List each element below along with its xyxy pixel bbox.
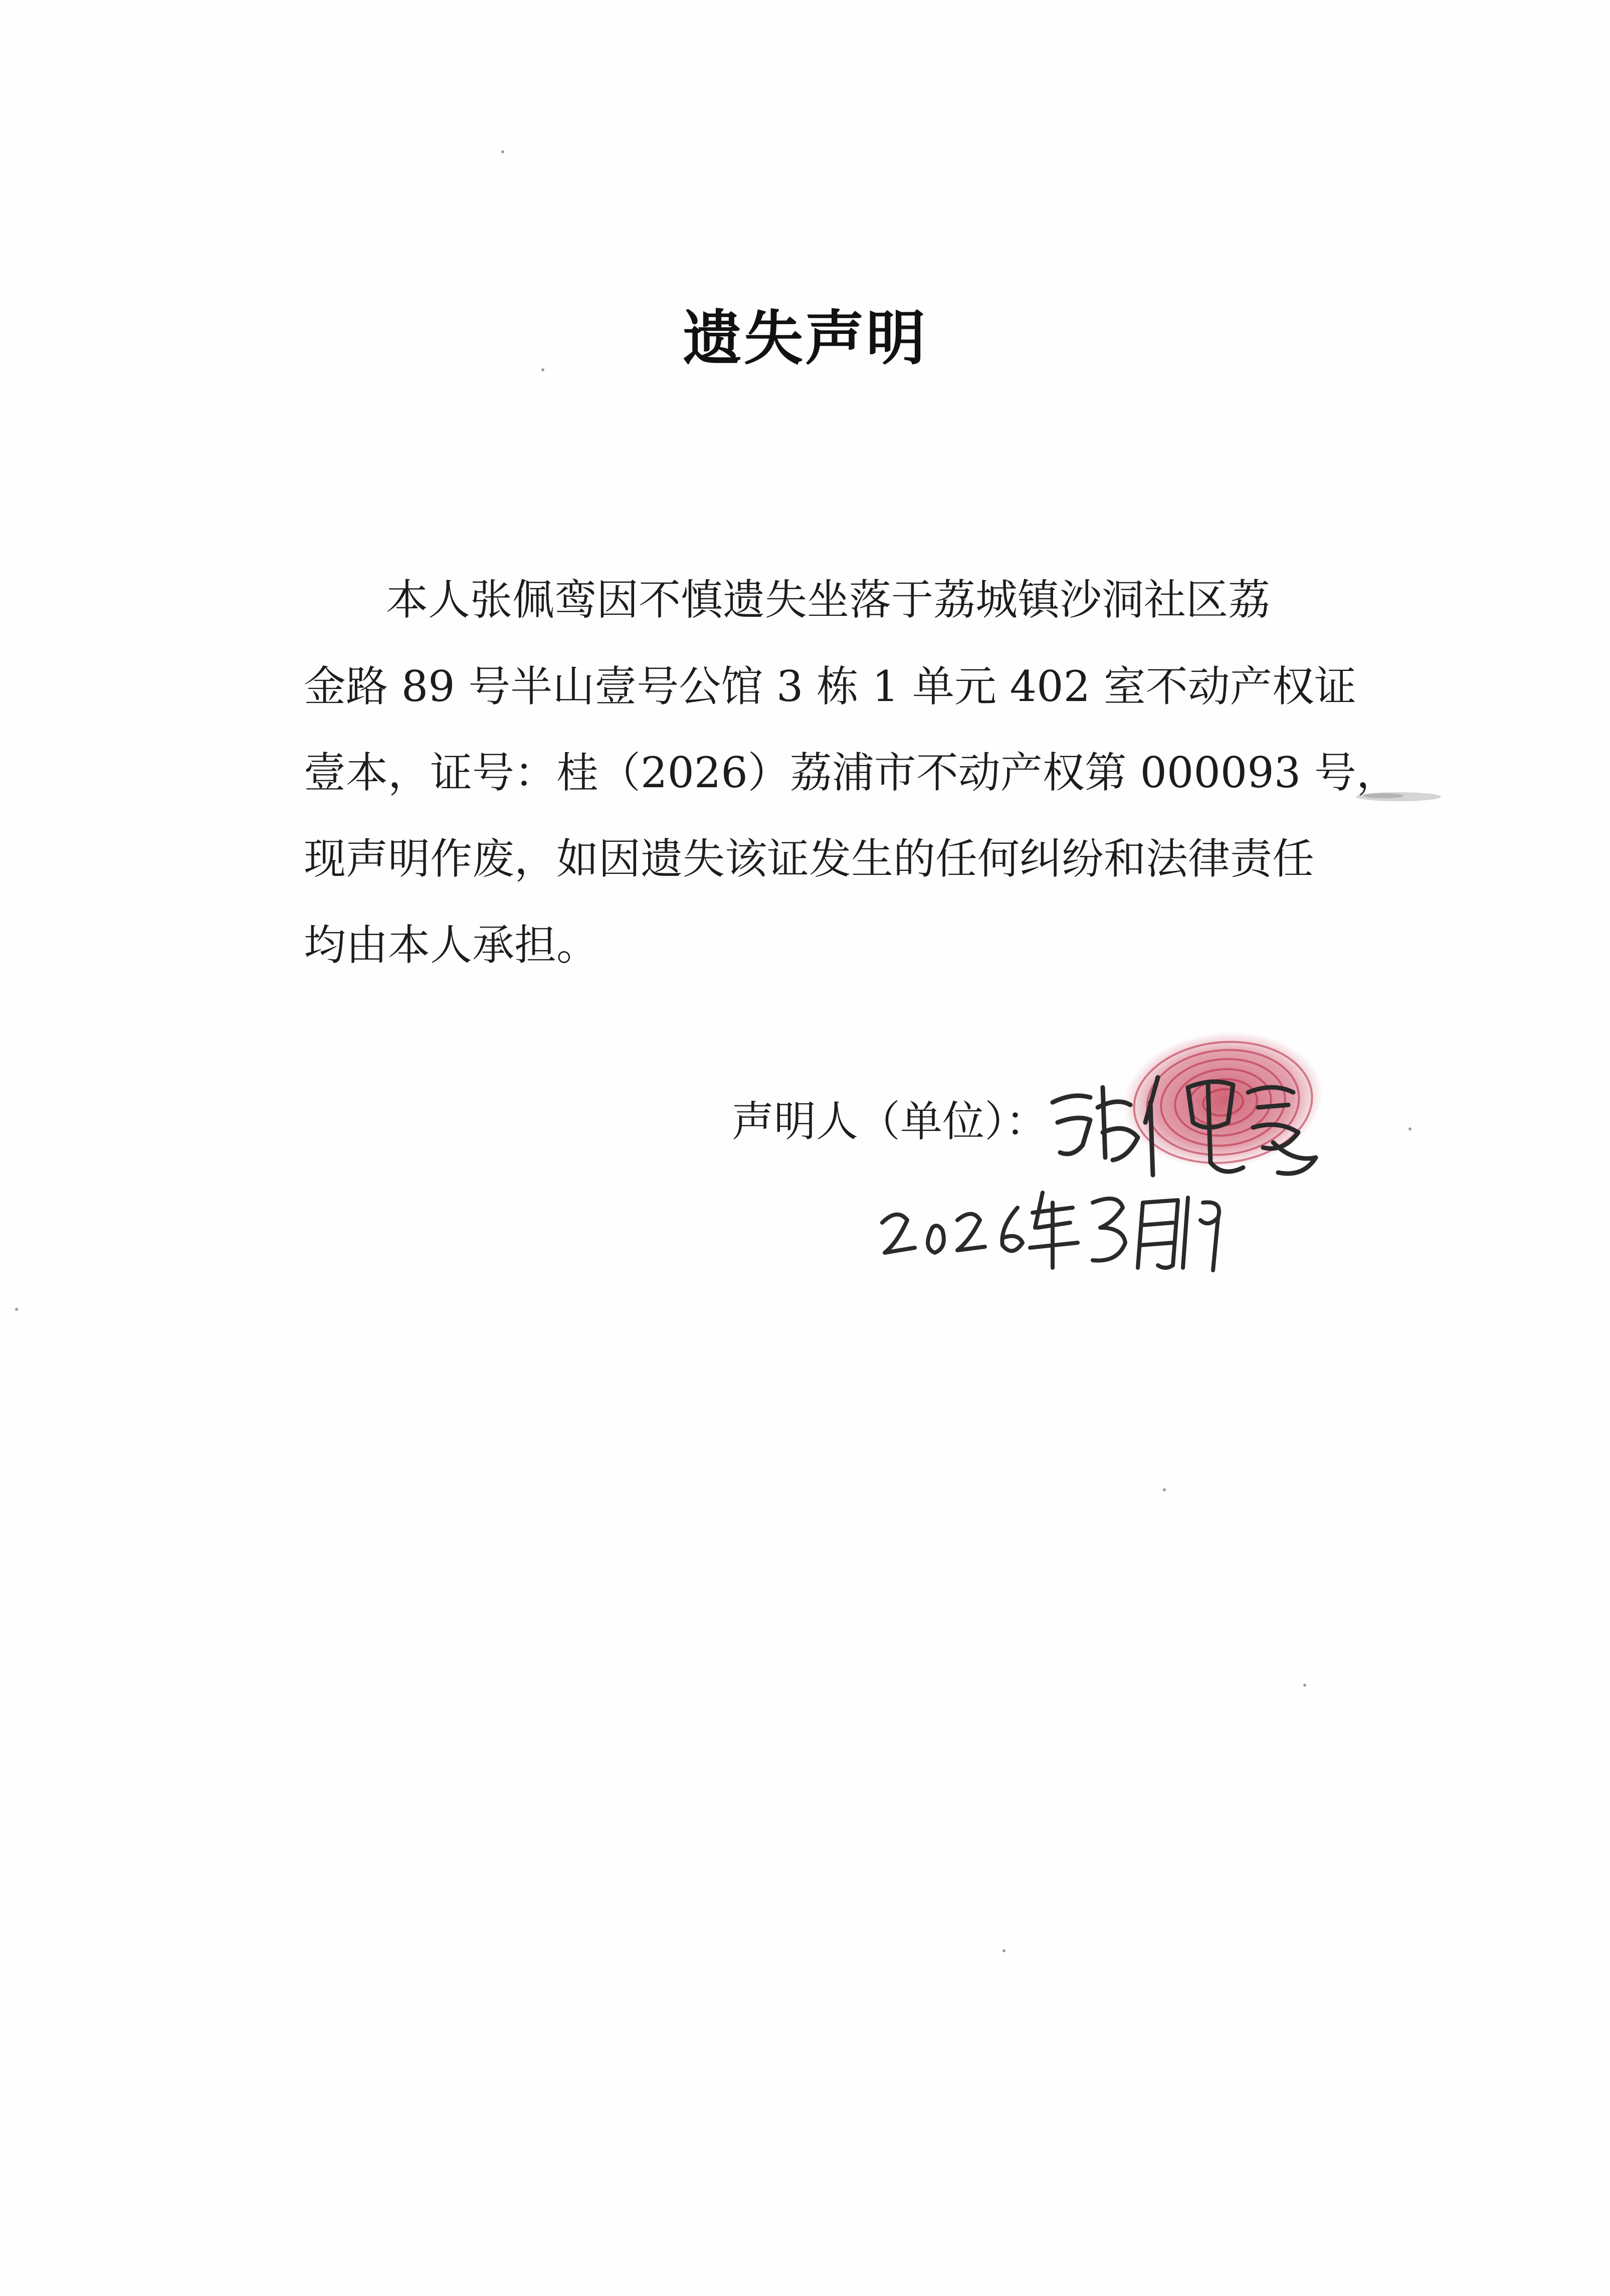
declarant-label: 声明人（单位）：	[732, 1097, 1048, 1146]
scan-speck	[541, 368, 544, 371]
scan-speck	[1303, 1684, 1306, 1687]
body-line-1: 本人张佩鸾因不慎遗失坐落于荔城镇沙洞社区荔	[386, 575, 1271, 624]
scan-smudge	[1353, 787, 1444, 807]
scan-speck	[15, 1308, 18, 1311]
scan-speck	[501, 150, 504, 153]
handwritten-date	[872, 1173, 1223, 1273]
scan-speck	[1408, 1127, 1412, 1130]
handwritten-signature	[1043, 1057, 1323, 1188]
body-line-3: 壹本，证号：桂（2026）荔浦市不动产权第 000093 号，	[304, 748, 1398, 797]
body-line-5: 均由本人承担。	[304, 921, 599, 970]
page-title: 遗失声明	[682, 304, 927, 373]
scan-speck	[1163, 1488, 1166, 1491]
body-line-4: 现声明作废，如因遗失该证发生的任何纠纷和法律责任	[304, 834, 1315, 883]
scan-speck	[1002, 1949, 1005, 1952]
body-line-2: 金路 89 号半山壹号公馆 3 栋 1 单元 402 室不动产权证	[304, 662, 1356, 711]
